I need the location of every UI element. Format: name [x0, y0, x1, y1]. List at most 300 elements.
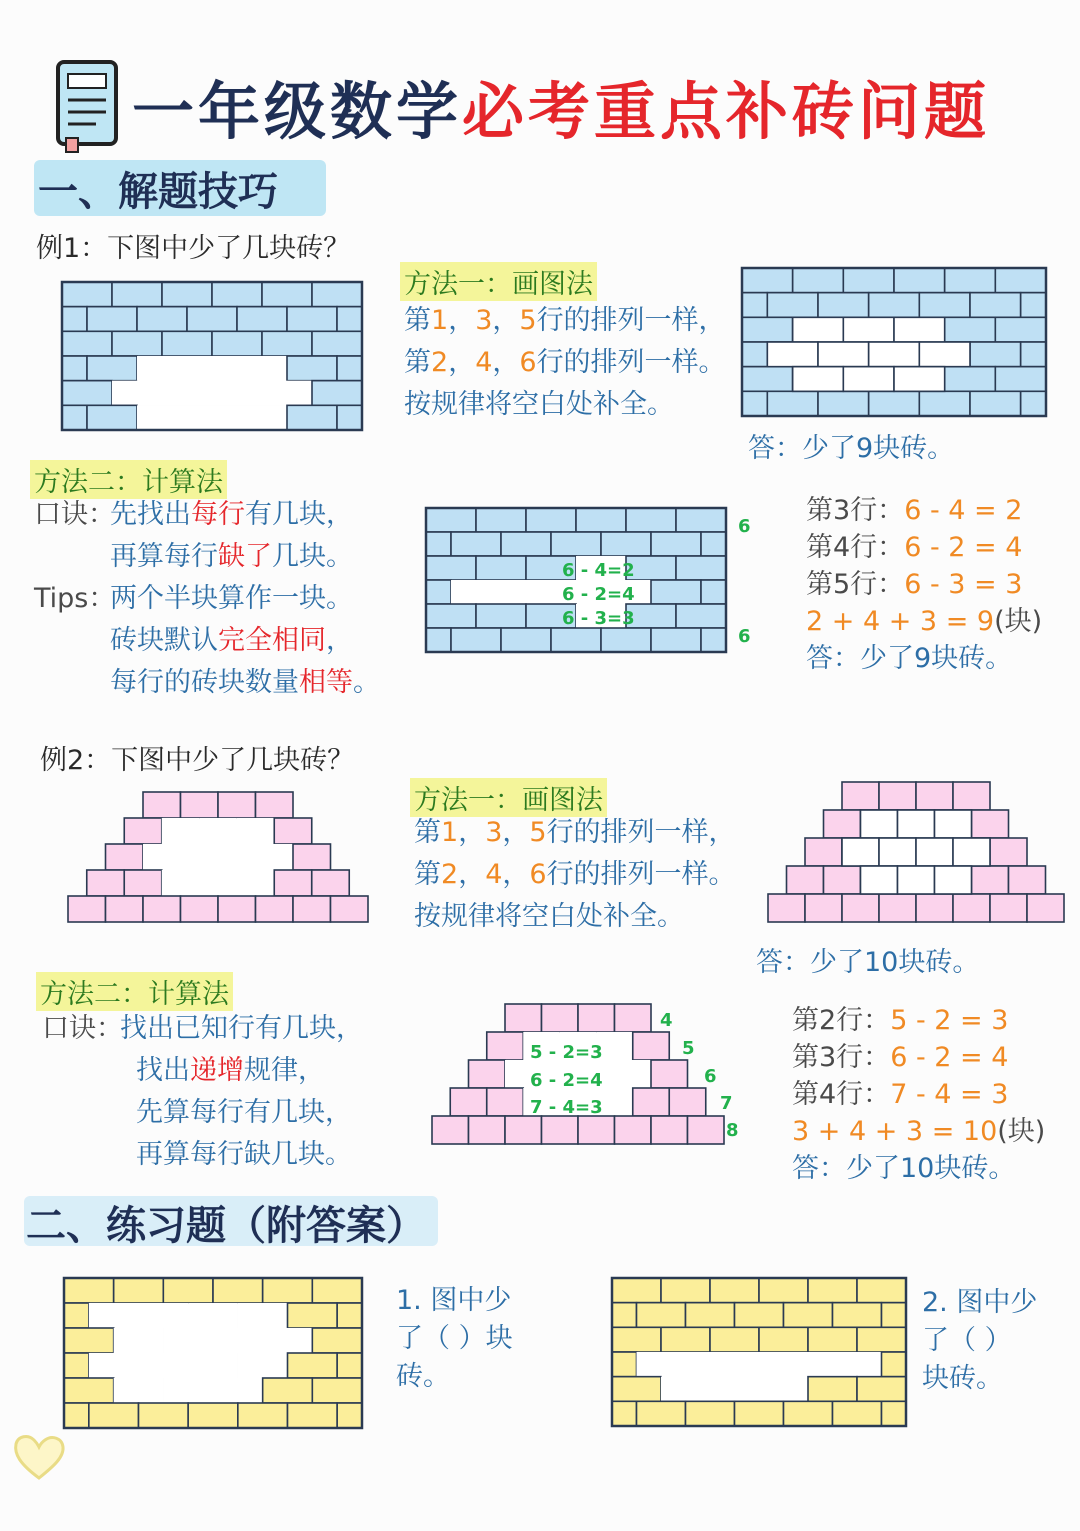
practice2-question: 2. 图中少 了（ ） 块砖。: [922, 1287, 1038, 1394]
missing-brick: [112, 381, 162, 406]
brick: [651, 532, 701, 556]
brick: [62, 282, 112, 307]
brick: [612, 1278, 661, 1303]
brick: [137, 307, 187, 332]
brick: [824, 866, 861, 894]
brick: [312, 381, 362, 406]
filled-brick: [894, 317, 945, 342]
brick: [601, 532, 651, 556]
brick: [293, 896, 331, 922]
brick: [256, 792, 294, 818]
brick: [970, 342, 1021, 367]
brick: [263, 1278, 313, 1303]
filled-brick: [879, 838, 916, 866]
ex1-question: 例1：下图中少了几块砖？: [36, 233, 351, 264]
brick: [274, 870, 312, 896]
brick: [432, 1116, 469, 1144]
brick: [768, 894, 805, 922]
brick: [818, 391, 869, 416]
brick: [612, 1352, 637, 1377]
brick: [919, 293, 970, 318]
ex1-calc-sum: 2 + 4 + 3 = 9(块): [806, 606, 1043, 637]
brick: [312, 282, 362, 307]
ex1-calc-row: 第3行：6 - 4 = 2: [806, 495, 1023, 526]
brick: [451, 532, 501, 556]
page-title: [132, 62, 990, 151]
brick: [87, 307, 137, 332]
brick: [793, 268, 844, 293]
brick: [637, 1401, 686, 1426]
brick: [262, 282, 312, 307]
brick: [818, 293, 869, 318]
brick: [263, 1378, 313, 1403]
brick: [64, 1328, 114, 1353]
brick: [759, 1327, 808, 1352]
brick: [87, 405, 137, 430]
missing-brick: [451, 580, 501, 604]
ex2-row-count-4: 7: [720, 1093, 733, 1114]
brick: [945, 268, 996, 293]
filled-brick: [953, 838, 990, 866]
ex2-method2-head: 方法二：计算法: [36, 972, 233, 1011]
brick: [626, 508, 676, 532]
brick: [469, 1060, 506, 1088]
missing-brick: [237, 818, 275, 844]
ex2-calc-row: 第4行：7 - 4 = 3: [792, 1079, 1009, 1110]
ex1-calc-row: 第5行：6 - 3 = 3: [806, 569, 1023, 600]
brick: [742, 317, 793, 342]
brick: [64, 1378, 114, 1403]
brick: [990, 838, 1027, 866]
missing-brick: [137, 356, 187, 381]
brick: [450, 1088, 487, 1116]
missing-brick: [89, 1303, 139, 1328]
ex2-eq2: 6 - 2=4: [530, 1070, 603, 1091]
brick: [995, 268, 1046, 293]
brick: [651, 580, 701, 604]
brick: [701, 532, 726, 556]
missing-brick: [114, 1328, 164, 1353]
brick: [181, 792, 219, 818]
ex2-eq1: 5 - 2=3: [530, 1042, 603, 1063]
brick: [112, 331, 162, 356]
brick: [759, 1278, 808, 1303]
missing-brick: [188, 1303, 238, 1328]
brick: [676, 508, 726, 532]
ex2-kj1: 口诀：找出已知行有几块，: [42, 1013, 363, 1044]
brick: [64, 1303, 89, 1328]
brick: [879, 894, 916, 922]
missing-brick: [661, 1377, 710, 1402]
brick: [808, 1327, 857, 1352]
brick: [62, 307, 87, 332]
ex1-tip3: 每行的砖块数量相等。: [110, 667, 380, 698]
ex2-row-count-1: 4: [660, 1010, 673, 1031]
ex1-kj1: 口诀：先找出每行有几块，: [34, 499, 353, 530]
brick: [857, 1377, 906, 1402]
brick: [287, 405, 337, 430]
brick: [651, 1116, 688, 1144]
brick: [882, 1401, 907, 1426]
ex2-answer1: 答：少了10块砖。: [756, 947, 980, 978]
brick: [669, 1088, 706, 1116]
section2-title: 二、练习题（附答案）: [26, 1203, 426, 1249]
filled-brick: [793, 367, 844, 392]
brick: [686, 1303, 735, 1328]
ex1-tip1: Tips：两个半块算作一块。: [34, 583, 353, 614]
brick: [212, 331, 262, 356]
brick: [112, 282, 162, 307]
brick: [124, 818, 162, 844]
brick: [710, 1278, 759, 1303]
ex2-calc: [792, 1002, 1045, 1187]
brick: [551, 532, 601, 556]
missing-brick: [833, 1352, 882, 1377]
brick: [337, 1353, 362, 1378]
brick: [1021, 293, 1046, 318]
ex2-kj3: 先算每行有几块，: [136, 1097, 352, 1128]
brick: [143, 792, 181, 818]
brick: [805, 838, 842, 866]
brick: [337, 1403, 362, 1428]
brick: [501, 532, 551, 556]
brick: [1009, 866, 1046, 894]
brick: [842, 894, 879, 922]
missing-brick: [163, 1328, 213, 1353]
brick: [181, 896, 219, 922]
brick: [337, 405, 362, 430]
ex1-wall: [60, 280, 364, 432]
brick: [451, 628, 501, 652]
practice1-wall: [62, 1276, 364, 1430]
filled-brick: [935, 810, 972, 838]
brick: [916, 894, 953, 922]
filled-brick: [843, 317, 894, 342]
brick: [551, 628, 601, 652]
filled-brick: [916, 838, 953, 866]
title-part1: 一年级数学: [132, 75, 463, 148]
brick: [742, 342, 767, 367]
ex1-method1-line2: 第2，4，6行的排列一样。: [404, 347, 726, 378]
brick: [188, 1403, 238, 1428]
filled-brick: [898, 866, 935, 894]
brick: [735, 1303, 784, 1328]
missing-brick: [237, 870, 275, 896]
brick: [337, 307, 362, 332]
brick: [995, 317, 1046, 342]
missing-brick: [199, 870, 237, 896]
brick: [701, 580, 726, 604]
brick: [542, 1004, 579, 1032]
brick: [916, 782, 953, 810]
brick: [970, 293, 1021, 318]
ex2-row-count-3: 6: [704, 1066, 717, 1087]
brick: [742, 367, 793, 392]
brick: [688, 1116, 725, 1144]
brick: [661, 1278, 710, 1303]
ex2-question: 例2：下图中少了几块砖？: [40, 745, 355, 776]
ex1-calc: [806, 492, 1042, 677]
ex2-method1-body: [414, 812, 736, 938]
brick: [262, 331, 312, 356]
ex2-row-count-2: 5: [682, 1038, 695, 1059]
missing-brick: [501, 580, 551, 604]
brick: [426, 604, 476, 628]
brick: [62, 381, 112, 406]
missing-brick: [162, 381, 212, 406]
brick: [995, 367, 1046, 392]
missing-brick: [615, 1060, 652, 1088]
brick: [218, 896, 256, 922]
brick: [808, 1377, 857, 1402]
brick: [476, 508, 526, 532]
brick: [615, 1116, 652, 1144]
brick: [89, 1403, 139, 1428]
brick: [476, 556, 526, 580]
missing-brick: [213, 1378, 263, 1403]
filled-brick: [861, 866, 898, 894]
brick: [945, 317, 996, 342]
missing-brick: [218, 844, 256, 870]
brick: [601, 628, 651, 652]
brick: [526, 508, 576, 532]
brick: [487, 1032, 524, 1060]
ex2-row-count-5: 8: [726, 1120, 739, 1141]
missing-brick: [143, 844, 181, 870]
brick: [742, 268, 793, 293]
missing-brick: [237, 356, 287, 381]
brick: [1027, 894, 1064, 922]
brick: [163, 1278, 213, 1303]
brick: [686, 1401, 735, 1426]
brick: [293, 844, 331, 870]
brick: [68, 896, 106, 922]
brick: [64, 1278, 114, 1303]
brick: [972, 810, 1009, 838]
brick: [615, 1004, 652, 1032]
brick: [312, 1378, 362, 1403]
ex2-kj2: 找出递增规律，: [136, 1055, 325, 1086]
ex2-calc-sum: 3 + 4 + 3 = 10(块): [792, 1116, 1046, 1147]
brick: [476, 604, 526, 628]
brick: [735, 1401, 784, 1426]
brick: [676, 556, 726, 580]
missing-brick: [263, 1328, 313, 1353]
missing-brick: [759, 1377, 808, 1402]
brick: [824, 810, 861, 838]
brick: [612, 1377, 661, 1402]
ex2-kj4: 再算每行缺几块。: [136, 1139, 352, 1170]
brick: [426, 556, 476, 580]
brick: [1021, 342, 1046, 367]
brick: [218, 792, 256, 818]
missing-brick: [237, 405, 287, 430]
brick: [578, 1004, 615, 1032]
brick: [287, 356, 337, 381]
brick: [505, 1004, 542, 1032]
brick: [213, 1278, 263, 1303]
brick: [238, 1403, 288, 1428]
ex1-answer1: 答：少了9块砖。: [748, 433, 955, 464]
missing-brick: [162, 818, 200, 844]
brick: [426, 532, 451, 556]
brick: [337, 1303, 362, 1328]
brick: [612, 1401, 637, 1426]
brick: [426, 628, 451, 652]
brick: [106, 896, 144, 922]
brick: [661, 1327, 710, 1352]
missing-brick: [238, 1303, 288, 1328]
ex2-calc-row: 第2行：5 - 2 = 3: [792, 1005, 1009, 1036]
brick: [106, 844, 144, 870]
missing-brick: [187, 356, 237, 381]
brick: [256, 896, 294, 922]
missing-brick: [199, 818, 237, 844]
brick: [808, 1278, 857, 1303]
brick: [970, 391, 1021, 416]
ex2-answer2: 答：少了10块砖。: [792, 1153, 1016, 1184]
filled-brick: [919, 342, 970, 367]
missing-brick: [735, 1352, 784, 1377]
ex1-row-count-bottom: 6: [738, 626, 751, 647]
brick: [143, 896, 181, 922]
brick: [990, 894, 1027, 922]
brick: [869, 391, 920, 416]
brick: [212, 282, 262, 307]
missing-brick: [89, 1353, 139, 1378]
brick: [469, 1116, 506, 1144]
brick: [576, 508, 626, 532]
missing-brick: [212, 381, 262, 406]
brick: [162, 282, 212, 307]
brick: [312, 1278, 362, 1303]
brick: [857, 1278, 906, 1303]
brick: [62, 356, 87, 381]
brick: [784, 1303, 833, 1328]
ex1-method1-line3: 按规律将空白处补全。: [404, 389, 674, 420]
missing-brick: [256, 844, 294, 870]
brick: [710, 1327, 759, 1352]
brick: [542, 1116, 579, 1144]
ex2-method1-line1: 第1，3，5行的排列一样，: [414, 817, 736, 848]
brick: [312, 331, 362, 356]
missing-brick: [139, 1303, 189, 1328]
brick: [742, 391, 767, 416]
ex1-eq3: 6 - 3=3: [562, 608, 635, 629]
brick: [633, 1032, 670, 1060]
practice1-question: 1. 图中少 了（ ）块 砖。: [396, 1285, 513, 1392]
ex2-eq3: 7 - 4=3: [530, 1097, 603, 1118]
brick: [162, 331, 212, 356]
brick: [843, 268, 894, 293]
practice2-wall: [610, 1276, 908, 1428]
filled-brick: [843, 367, 894, 392]
brick: [87, 356, 137, 381]
brick: [882, 1352, 907, 1377]
brick: [288, 1303, 338, 1328]
brick: [701, 628, 726, 652]
brick: [288, 1353, 338, 1378]
brick: [426, 580, 451, 604]
ex2-calc-row: 第3行：6 - 2 = 4: [792, 1042, 1009, 1073]
missing-brick: [137, 405, 187, 430]
missing-brick: [188, 1353, 238, 1378]
brick: [64, 1403, 89, 1428]
brick: [805, 894, 842, 922]
brick: [62, 331, 112, 356]
ex1-calc-row: 第4行：6 - 2 = 4: [806, 532, 1023, 563]
ex1-method2-body: [34, 494, 380, 704]
title-part2: 必考重点补砖问题: [462, 75, 991, 148]
filled-brick: [818, 342, 869, 367]
filled-brick: [894, 367, 945, 392]
brick: [651, 628, 701, 652]
ex1-method1-line1: 第1，3，5行的排列一样，: [404, 305, 726, 336]
ex1-method1-head: 方法一：画图法: [400, 262, 597, 301]
filled-brick: [861, 810, 898, 838]
brick: [784, 1401, 833, 1426]
brick: [505, 1116, 542, 1144]
missing-brick: [114, 1378, 164, 1403]
ex2-method1-line2: 第2，4，6行的排列一样。: [414, 859, 736, 890]
ex2-method1-line3: 按规律将空白处补全。: [414, 901, 684, 932]
section1-title: 一、解题技巧: [38, 169, 278, 215]
brick: [87, 870, 125, 896]
missing-brick: [710, 1377, 759, 1402]
missing-brick: [637, 1352, 686, 1377]
filled-brick: [869, 342, 920, 367]
ex2-method2-body: [42, 1008, 363, 1176]
filled-brick: [898, 810, 935, 838]
ex2-wall-completed: [766, 780, 1066, 930]
missing-brick: [162, 870, 200, 896]
brick: [237, 307, 287, 332]
brick: [879, 782, 916, 810]
brick: [426, 508, 476, 532]
brick: [676, 604, 726, 628]
brick: [337, 356, 362, 381]
ex1-eq1: 6 - 4=2: [562, 560, 635, 581]
brick: [953, 782, 990, 810]
brick: [187, 307, 237, 332]
brick: [953, 894, 990, 922]
brick: [312, 1328, 362, 1353]
brick: [287, 307, 337, 332]
brick: [288, 1403, 338, 1428]
brick: [64, 1353, 89, 1378]
ex1-method2-head: 方法二：计算法: [30, 460, 227, 499]
filled-brick: [767, 342, 818, 367]
brick: [767, 391, 818, 416]
brick: [842, 782, 879, 810]
missing-brick: [238, 1353, 288, 1378]
brick: [501, 628, 551, 652]
book-icon: [52, 58, 122, 154]
brick: [124, 870, 162, 896]
missing-brick: [262, 381, 312, 406]
brick: [972, 866, 1009, 894]
ex1-kj2: 再算每行缺了几块。: [110, 541, 353, 572]
brick: [742, 293, 767, 318]
filled-brick: [793, 317, 844, 342]
brick: [857, 1327, 906, 1352]
ex2-method1-head: 方法一：画图法: [410, 778, 607, 817]
brick: [612, 1303, 637, 1328]
brick: [945, 367, 996, 392]
brick: [833, 1401, 882, 1426]
brick: [894, 268, 945, 293]
ex2-wall: [66, 790, 370, 926]
